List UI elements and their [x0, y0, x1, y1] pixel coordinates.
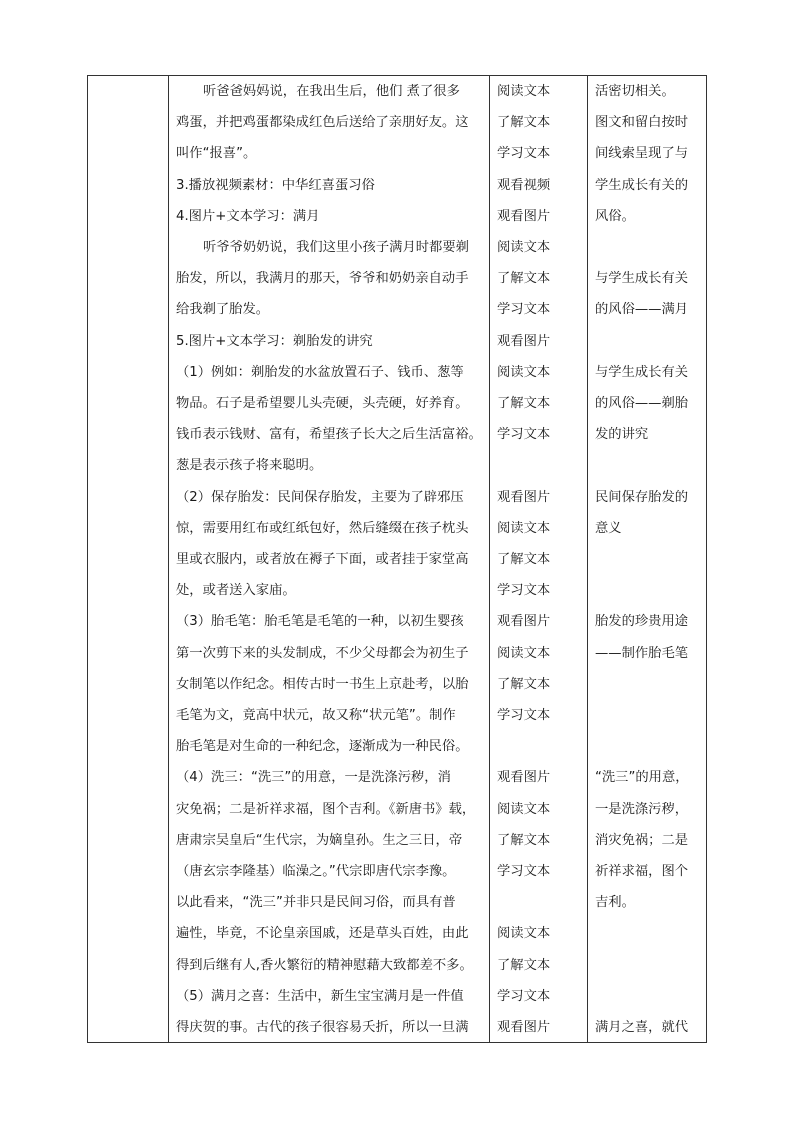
activity-line: 了解文本 — [497, 115, 551, 131]
activity-line: 了解文本 — [497, 552, 551, 568]
content-line: 以此看来，“洗三”并非只是民间习俗，而具有普 — [176, 895, 456, 911]
content-line: 物品。石子是希望婴儿头壳硬，头壳硬，好养育。 — [176, 396, 469, 412]
intent-line — [595, 950, 711, 981]
content-line: 叫作“报喜”。 — [176, 146, 257, 162]
content-line: 听爸爸妈妈说，在我出生后，他们 煮了很多 — [203, 84, 460, 99]
activity-line — [497, 887, 593, 918]
intent-line: 的风俗——满月 — [595, 302, 689, 318]
intent-line: 与学生成长有关 — [595, 271, 689, 287]
activity-line: 学习文本 — [497, 427, 551, 443]
activity-line: 观看图片 — [497, 770, 551, 786]
intent-line: 意义 — [595, 520, 622, 536]
intent-line: 学生成长有关的 — [595, 177, 689, 193]
intent-line: 祈祥求福，图个 — [595, 863, 689, 879]
intent-line — [595, 232, 711, 263]
activity-line: 学习文本 — [497, 988, 551, 1004]
activity-line: 学习文本 — [497, 302, 551, 318]
activity-line: 阅读文本 — [497, 801, 551, 817]
content-line: 5.图片+文本学习：剃胎发的讲究 — [176, 333, 373, 349]
intent-line — [595, 326, 711, 357]
intent-line — [595, 731, 711, 762]
content-line: （4）洗三：“洗三”的用意，一是洗涤污秽，消 — [176, 770, 451, 786]
activity-line: 观看图片 — [497, 614, 551, 630]
intent-line: 的风俗——剃胎 — [595, 396, 689, 411]
content-line: 4.图片+文本学习：满月 — [176, 208, 320, 224]
intent-line — [595, 544, 711, 575]
intent-line: ——制作胎毛笔 — [595, 645, 689, 661]
intent-line: 图文和留白按时 — [595, 115, 689, 131]
column-divider — [168, 76, 169, 1042]
content-line: 第一次剪下来的头发制成，不少父母都会为初生子 — [176, 645, 469, 661]
activity-line: 阅读文本 — [497, 926, 551, 942]
activity-line: 学习文本 — [497, 583, 551, 599]
intent-line — [595, 918, 711, 949]
content-line: 遍性，毕竟，不论皇亲国戚，还是草头百姓，由此 — [176, 926, 469, 942]
content-line: 里或衣服内，或者放在褥子下面，或者挂于家堂高 — [176, 552, 469, 568]
content-line: 得到后继有人,香火繁衍的精神慰藉大致都差不多。 — [176, 957, 473, 973]
activity-line: 观看图片 — [497, 1020, 551, 1036]
lesson-table — [87, 75, 707, 1043]
activity-line: 了解文本 — [497, 957, 551, 973]
content-line: 给我剃了胎发。 — [176, 302, 270, 318]
content-line: 听爷爷奶奶说，我们这里小孩子满月时都要剃 — [203, 240, 469, 256]
activity-line — [497, 731, 593, 762]
intent-line: 吉利。 — [595, 895, 635, 911]
intent-line: 活密切相关。 — [595, 84, 675, 99]
intent-line — [595, 700, 711, 731]
intent-line: 胎发的珍贵用途 — [595, 614, 689, 630]
design-intent-column — [590, 76, 711, 1043]
activity-line: 阅读文本 — [497, 84, 551, 99]
activity-line: 学习文本 — [497, 708, 551, 724]
content-line: 处，或者送入家庙。 — [176, 583, 296, 599]
content-line: （1）例如：剃胎发的水盆放置石子、钱币、葱等 — [176, 364, 464, 380]
intent-line — [595, 575, 711, 606]
content-line: （3）胎毛笔：胎毛笔是毛笔的一种，以初生婴孩 — [176, 614, 464, 630]
activity-line: 了解文本 — [497, 396, 551, 412]
intent-line: 间线索呈现了与 — [595, 146, 689, 162]
intent-line: 发的讲究 — [595, 427, 649, 443]
content-line: （5）满月之喜：生活中，新生宝宝满月是一件值 — [176, 988, 464, 1004]
content-line: 灾免祸；二是祈祥求福，图个吉利。《新唐书》载， — [176, 801, 476, 817]
student-activity-column — [492, 76, 593, 1043]
activity-line: 阅读文本 — [497, 240, 551, 256]
activity-line: 阅读文本 — [497, 645, 551, 661]
content-line: （2）保存胎发：民间保存胎发，主要为了辟邪压 — [176, 489, 464, 505]
intent-line: 与学生成长有关 — [595, 364, 689, 380]
activity-line — [497, 450, 593, 481]
intent-line — [595, 450, 711, 481]
content-line: 女制笔以作纪念。相传古时一书生上京赴考，以胎 — [176, 676, 469, 692]
intent-line — [595, 981, 711, 1012]
activity-line: 观看图片 — [497, 208, 551, 224]
activity-line: 了解文本 — [497, 832, 551, 848]
activity-line: 观看图片 — [497, 489, 551, 505]
content-line: 葱是表示孩子将来聪明。 — [176, 458, 323, 474]
content-line: （唐玄宗李隆基）临澡之。”代宗即唐代宗李豫。 — [176, 864, 456, 880]
activity-line: 学习文本 — [497, 146, 551, 162]
content-line: 唐肃宗吴皇后“生代宗，为嫡皇孙。生之三日，帝 — [176, 832, 463, 848]
intent-line: 满月之喜，就代 — [595, 1019, 689, 1035]
intent-line: 消灾免祸；二是 — [595, 832, 689, 848]
intent-line: 民间保存胎发的 — [595, 489, 689, 505]
activity-line: 了解文本 — [497, 676, 551, 692]
activity-line: 观看视频 — [497, 177, 551, 193]
activity-line: 学习文本 — [497, 864, 551, 880]
activity-line: 阅读文本 — [497, 364, 551, 380]
activity-line: 了解文本 — [497, 271, 551, 287]
activity-line: 阅读文本 — [497, 520, 551, 536]
intent-line: 一是洗涤污秽， — [595, 801, 689, 817]
activity-line: 观看图片 — [497, 333, 551, 349]
content-line: 3.播放视频素材：中华红喜蛋习俗 — [176, 177, 375, 193]
content-line: 钱币表示钱财、富有，希望孩子长大之后生活富裕。 — [176, 427, 482, 443]
intent-line: “洗三”的用意， — [595, 770, 689, 786]
content-line: 胎毛笔是对生命的一种纪念，逐渐成为一种民俗。 — [176, 739, 469, 755]
intent-line — [595, 669, 711, 700]
content-line: 鸡蛋，并把鸡蛋都染成红色后送给了亲朋好友。这 — [176, 115, 469, 131]
content-line: 得庆贺的事。古代的孩子很容易夭折，所以一旦满 — [176, 1020, 469, 1036]
content-line: 胎发，所以，我满月的那天，爷爷和奶奶亲自动手 — [176, 271, 469, 287]
content-line: 惊，需要用红布或红纸包好，然后缝缀在孩子枕头 — [176, 520, 469, 536]
teaching-content-column — [170, 76, 496, 1043]
content-line: 毛笔为文，竟高中状元，故又称“状元笔”。制作 — [176, 708, 456, 724]
intent-line: 风俗。 — [595, 208, 635, 224]
